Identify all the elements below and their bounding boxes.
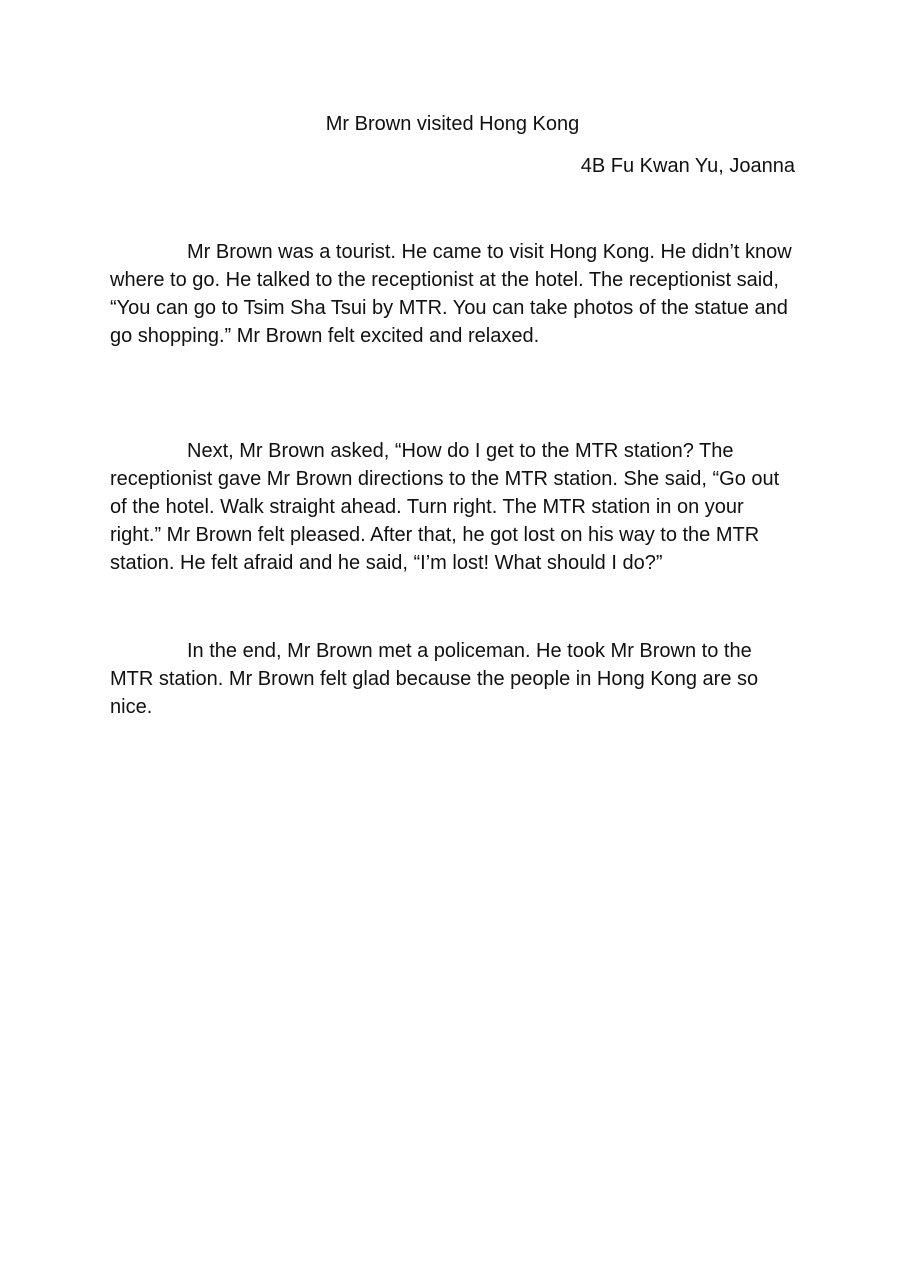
paragraph-1: Mr Brown was a tourist. He came to visit Hong Kong. He didn’t know where to go. He talked to the receptionist at the hotel. The receptionist said, “You can go to Tsim Sha Tsui by MTR. You can take photos of the statue and go shopping.” Mr Brown felt excited and relaxed. xyxy=(110,241,792,347)
paragraph-3: In the end, Mr Brown met a policeman. He took Mr Brown to the MTR station. Mr Brown felt glad because the people in Hong Kong are so nice. xyxy=(110,640,759,718)
document-title: Mr Brown visited Hong Kong xyxy=(325,113,580,135)
paragraph-2: Next, Mr Brown asked, “How do I get to the MTR station? The receptionist gave Mr Brown directions to the MTR station. She said, “Go out of the hotel. Walk straight ahead. Turn right. The MTR station in on your right.” Mr Brown felt pleased. After that, he got lost on his way to the MTR station. He felt afraid and he said, “I’m lost! What should I do?” xyxy=(110,440,780,574)
author-line: 4B Fu Kwan Yu, Joanna xyxy=(580,155,795,177)
